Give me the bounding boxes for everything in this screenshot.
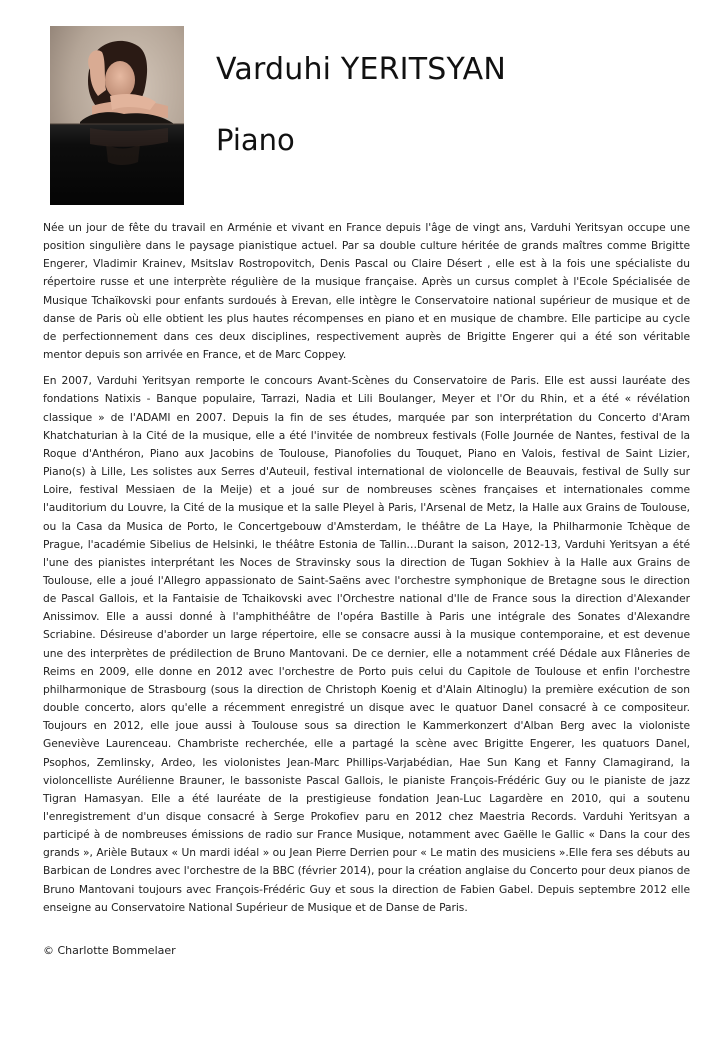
bio-paragraph: En 2007, Varduhi Yeritsyan remporte le concours Avant-Scènes du Conservatoire de Paris. Elle est aussi lauréate des fondations Natixis - Banque populaire, Tarrazi, Nadia et Lili Boulanger, Meyer et l'Or du Rhin, et a été « révélation classique » de l'ADAMI en 2007. Depuis la fin de ses études, marquée par son interprétation du Concerto d'Aram Khatchaturian à la Cité de la musique, elle a été l'invitée de nombreux festivals (Folle Journée de Nantes, festival de la Roque d'Anthéron, Piano aux Jacobins de Toulouse, Pianofolies du Touquet, Piano en Valois, festival de Saint Lizier, Piano(s) à Lille, Les solistes aux Serres d'Auteuil, festival international de violoncelle de Beauvais, festival de Sully sur Loire, festival Messiaen de la Meije) et a joué sur de nombreuses scènes françaises et internationales comme l'auditorium du Louvre, la Cité de la musique et la salle Pleyel à Paris, l'Arsenal de Metz, la Halle aux Grains de Toulouse, ou la Casa da Musica de Porto, le Concertgebouw d'Amsterdam, le théâtre de La Haye, la Philharmonie Tchèque de Prague, l'académie Sibelius de Helsinki, le théâtre Estonia de Tallin…Durant la saison, 2012-13, Varduhi Yeritsyan a été l'une des pianistes interprétant les Noces de Stravinsky sous la direction de Tugan Sokhiev à la Halle aux Grains de Toulouse, elle a joué l'Allegro appassionato de Saint-Saëns avec l'orchestre symphonique de Bretagne sous le direction de Pascal Gallois, et la Fantaisie de Tchaikovski avec l'Orchestre national d'Ile de France sous la direction d'Alexander Anissimov. Elle a aussi donné à l'amphithéâtre de l'opéra Bastille à Paris une intégrale des Sonates d'Alexandre Scriabine. Désireuse d'aborder un large répertoire, elle se consacre aussi à la musique contemporaine, et est devenue une des interprètes de prédilection de Bruno Mantovani. De ce dernier, elle a notamment créé Dédale aux Flâneries de Reims en 2009, elle donne en 2012 avec l'orchestre de Porto puis celui du Capitole de Toulouse et enfin l'orchestre philharmonique de Strasbourg (sous la direction de Christoph Koenig et d'Alain Altinoglu) la première exécution de son double concerto, alors qu'elle a récemment enregistré un disque avec le quatuor Danel consacré à ce compositeur. Toujours en 2012, elle joue aussi à Toulouse sous sa direction le Kammerkonzert d'Alban Berg avec la violoniste Geneviève Laurenceau. Chambriste recherchée, elle a partagé la scène avec Brigitte Engerer, les quatuors Danel, Psophos, Zemlinsky, Ardeo, les violonistes Jean-Marc Phillips-Varjabédian, Hae Sun Kang et Fanny Clamagirand, la violoncelliste Aurélienne Brauner, le bassoniste Pascal Gallois, le pianiste François-Frédéric Guy ou le pianiste de jazz Tigran Hamasyan. Elle a été lauréate de la prestigieuse fondation Jean-Luc Lagardère en 2010, qui a soutenu l'enregistrement d'un disque consacré à Serge Prokofiev paru en 2012 chez Maestria Records. Varduhi Yeritsyan a participé à de nombreuses émissions de radio sur France Musique, notamment avec Gaëlle le Gallic « Dans la cour des grands », Arièle Butaux « Un mardi idéal » ou Jean Pierre Derrien pour « Le matin des musiciens ».Elle fera ses débuts au Barbican de Londres avec l'orchestre de la BBC (février 2014), pour la création anglaise du Concerto pour deux pianos de Bruno Mantovani toujours avec François-Frédéric Guy et sous la direction de Fabien Gabel. Depuis septembre 2012 elle enseigne au Conservatoire National Supérieur de Musique et de Danse de Paris.: [43, 374, 690, 914]
artist-name: Varduhi YERITSYAN: [216, 52, 507, 87]
biography: [43, 219, 690, 925]
artist-instrument: Piano: [216, 123, 295, 157]
portrait-image: [50, 26, 184, 205]
bio-paragraph: Née un jour de fête du travail en Arménie et vivant en France depuis l'âge de vingt ans, Varduhi Yeritsyan occupe une position singulière dans le paysage pianistique actuel. Par sa double culture héritée de grands maîtres comme Brigitte Engerer, Vladimir Krainev, Msitslav Rostropovitch, Denis Pascal ou Claire Désert , elle est à la fois une spécialiste du répertoire russe et une interprète régulière de la musique française. Après un cursus complet à l'Ecole Spécialisée de Musique Tchaïkovski pour enfants surdoués à Erevan, elle intègre le Conservatoire national supérieur de musique et de danse de Paris où elle obtient les plus hautes récompenses en piano et en musique de chambre. Elle participe au cycle de perfectionnement dans ces deux disciplines, respectivement auprès de Brigitte Engerer qui a été son véritable mentor depuis son arrivée en France, et de Marc Coppey.: [43, 221, 690, 362]
photo-credit: © Charlotte Bommelaer: [43, 944, 176, 957]
artist-portrait-photo: [50, 26, 184, 205]
